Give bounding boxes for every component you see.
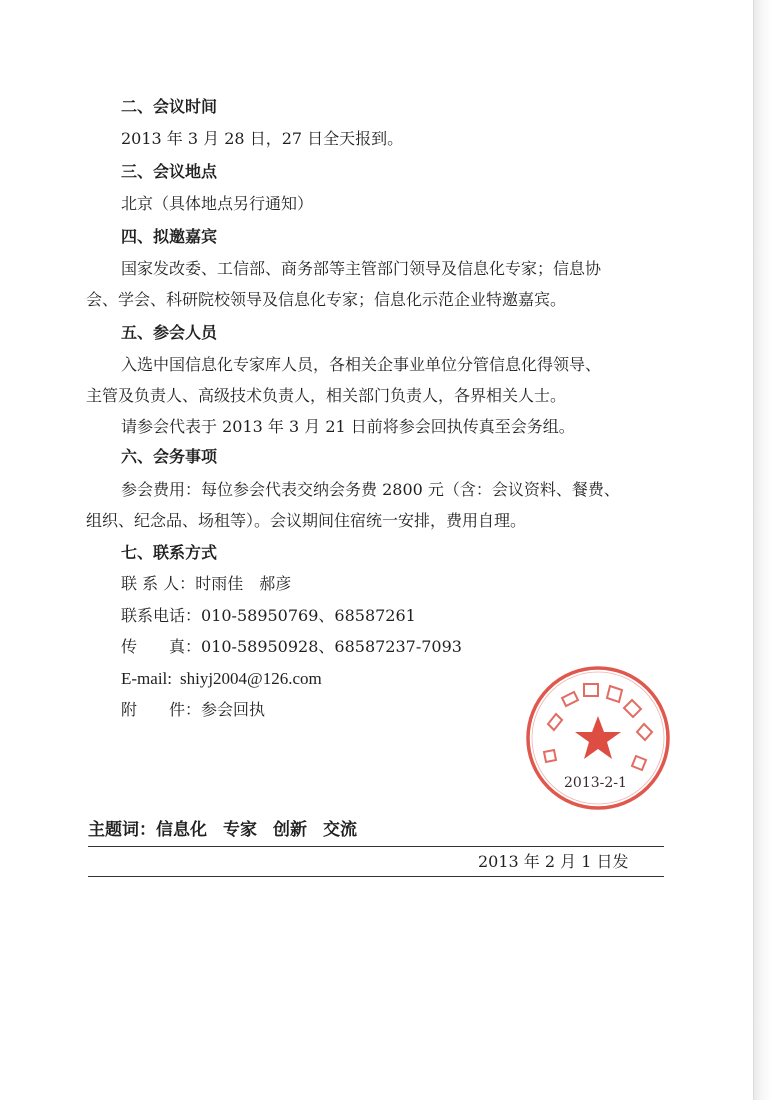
- footer-top-rule: [88, 846, 664, 847]
- attachment-value: 参会回执: [201, 700, 266, 719]
- seal-star-icon: [575, 716, 621, 759]
- affairs-line-1: 参会费用：每位参会代表交纳会务费 2800 元（含：会议资料、餐费、: [121, 480, 620, 499]
- affairs-heading: 六、会务事项: [121, 447, 218, 466]
- meeting-place-text: 北京（具体地点另行通知）: [121, 194, 314, 213]
- attendees-line-1: 入选中国信息化专家库人员，各相关企事业单位分管信息化得领导、: [121, 355, 602, 374]
- contact-phone-label: 联系电话：: [121, 606, 202, 625]
- keyword-item: 专家: [223, 820, 257, 840]
- invited-guests-line-2: 会、学会、科研院校领导及信息化专家；信息化示范企业特邀嘉宾。: [86, 290, 567, 309]
- contact-person-value: 时雨佳 郝彦: [195, 574, 292, 593]
- issue-date: 2013 年 2 月 1 日发: [478, 852, 629, 871]
- invited-guests-line-1: 国家发改委、工信部、商务部等主管部门领导及信息化专家；信息协: [121, 259, 602, 278]
- contact-heading: 七、联系方式: [121, 543, 218, 562]
- keyword-item: 交流: [323, 820, 357, 840]
- contact-person-label: 联 系 人：: [121, 574, 196, 593]
- contact-phone-value: 010-58950769、68587261: [201, 606, 416, 625]
- keyword-item: 创新: [273, 820, 307, 840]
- contact-email-label: E-mail:: [121, 669, 172, 688]
- contact-phone-row: [121, 605, 721, 627]
- contact-fax-value: 010-58950928、68587237-7093: [201, 637, 462, 656]
- contact-email-value[interactable]: shiyj2004@126.com: [179, 669, 322, 688]
- invited-guests-heading: 四、拟邀嘉宾: [121, 227, 218, 246]
- seal-date: 2013-2-1: [564, 775, 627, 791]
- meeting-time-heading: 二、会议时间: [121, 97, 218, 116]
- contact-person-row: [121, 573, 721, 595]
- attendees-heading: 五、参会人员: [121, 323, 218, 342]
- meeting-place-heading: 三、会议地点: [121, 162, 218, 181]
- keywords-label: 主题词：: [88, 820, 156, 840]
- affairs-line-2: 组织、纪念品、场租等）。会议期间住宿统一安排，费用自理。: [86, 511, 527, 530]
- attendees-line-3: 请参会代表于 2013 年 3 月 21 日前将参会回执传真至会务组。: [121, 417, 575, 436]
- contact-fax-row: [121, 636, 721, 658]
- page-edge-shadow: [753, 0, 772, 1100]
- attendees-line-2: 主管及负责人、高级技术负责人，相关部门负责人，各界相关人士。: [86, 386, 567, 405]
- attachment-label: 附 件：: [121, 700, 202, 719]
- contact-fax-label: 传 真：: [121, 637, 202, 656]
- meeting-time-text: 2013 年 3 月 28 日，27 日全天报到。: [121, 129, 404, 148]
- keyword-item: 信息化: [156, 820, 207, 840]
- subject-keywords: [88, 818, 373, 842]
- footer-bottom-rule: [88, 876, 664, 877]
